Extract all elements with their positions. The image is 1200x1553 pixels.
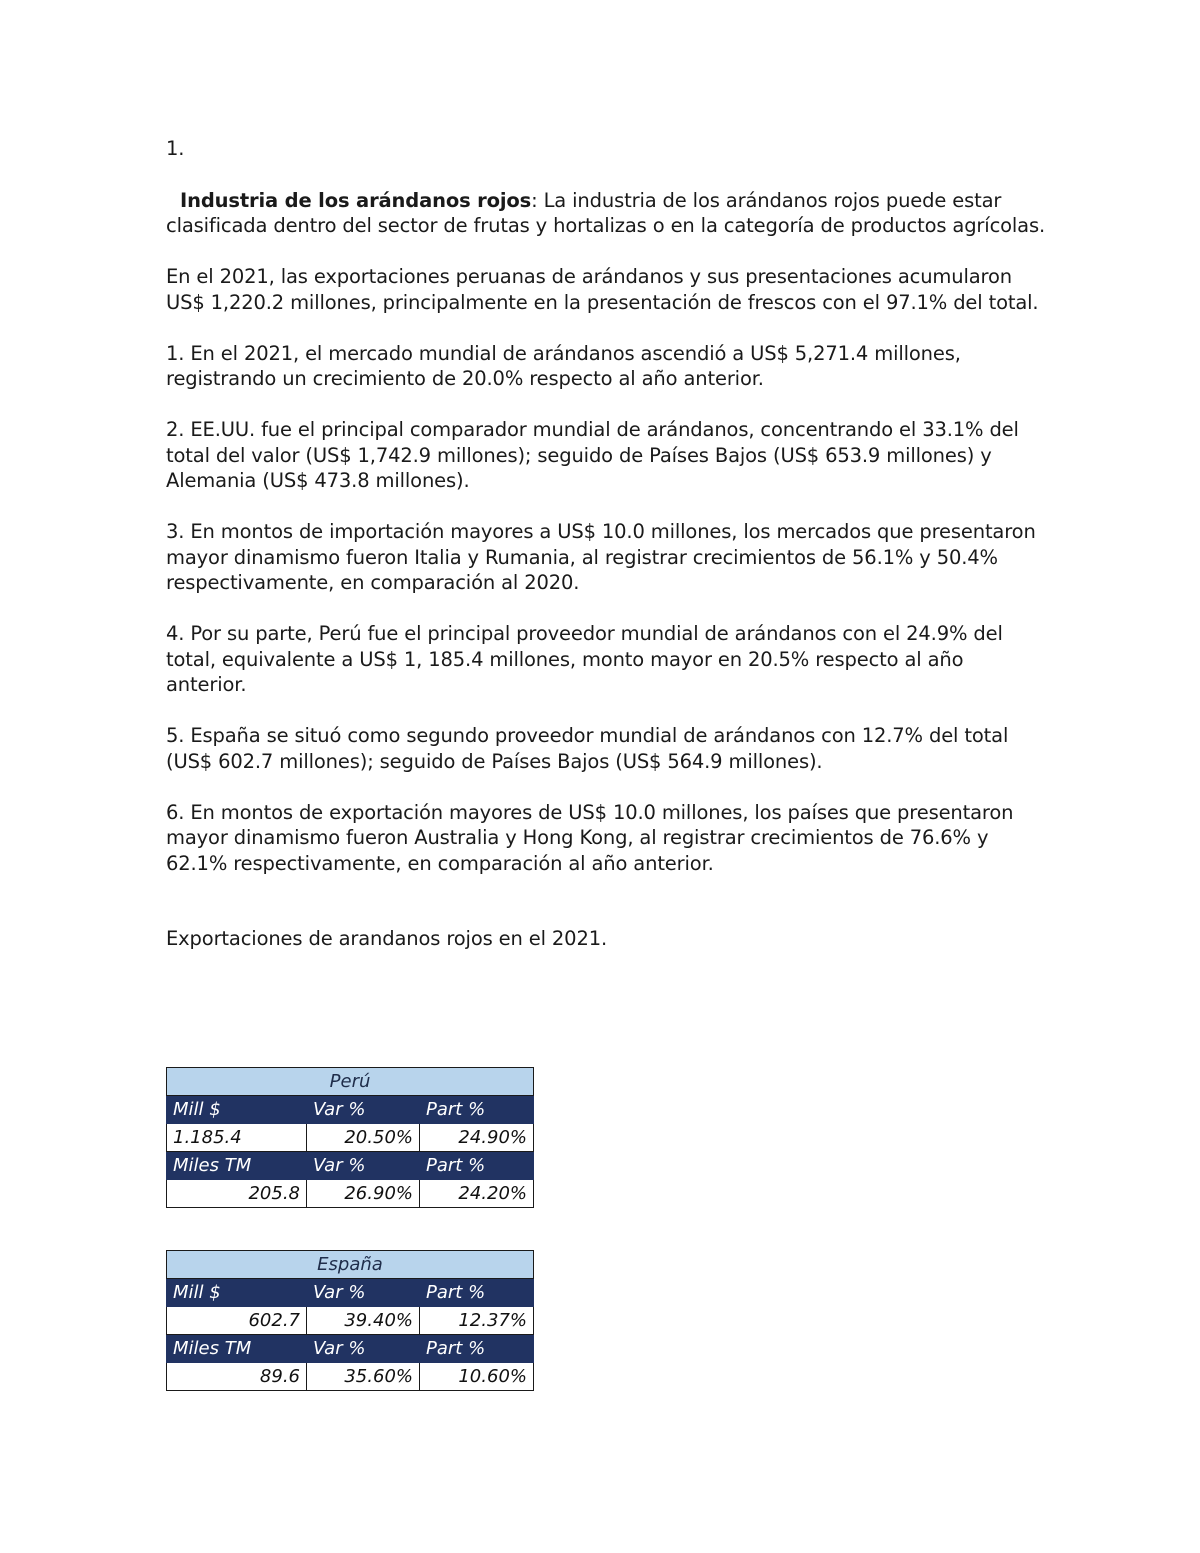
list-item: 3. En montos de importación mayores a US$ 10.0 millones, los mercados que presentaron mayor dinamismo fueron Italia y Rumania, al registrar crecimientos de 56.1% y 50.4% respectivamente, en comparación al 2020. bbox=[166, 520, 1036, 594]
list-item: 6. En montos de exportación mayores de US$ 10.0 millones, los países que presentaron mayor dinamismo fueron Australia y Hong Kong, al registrar crecimientos de 76.6% y 62.1% respectivamente, en comparación al año anterior. bbox=[166, 800, 1014, 875]
table-header-cell: Part % bbox=[420, 1096, 534, 1124]
table-cell: 12.37% bbox=[420, 1307, 534, 1335]
list-item: 5. España se situó como segundo proveedor mundial de arándanos con 12.7% del total (US$ 602.7 millones); seguido de Países Bajos (US$ 564.9 millones). bbox=[166, 724, 1009, 773]
table-row bbox=[167, 1124, 534, 1152]
table-header-cell: Part % bbox=[420, 1152, 534, 1180]
espana-table bbox=[166, 1250, 534, 1391]
table-header-cell: Miles TM bbox=[167, 1335, 307, 1363]
document-body bbox=[166, 136, 1046, 952]
table-header-cell: Mill $ bbox=[167, 1279, 307, 1307]
table-title: España bbox=[167, 1251, 534, 1279]
table-row bbox=[167, 1180, 534, 1208]
table-header-row bbox=[167, 1279, 534, 1307]
exports-paragraph: En el 2021, las exportaciones peruanas de arándanos y sus presentaciones acumularon US$ 1,220.2 millones, principalmente en la presentación de frescos con el 97.1% del total. bbox=[166, 265, 1039, 314]
table-header-cell: Part % bbox=[420, 1335, 534, 1363]
table-header-cell: Var % bbox=[307, 1152, 420, 1180]
table-cell: 10.60% bbox=[420, 1363, 534, 1391]
table-header-cell: Var % bbox=[307, 1096, 420, 1124]
section-number: 1. bbox=[166, 137, 185, 160]
intro-heading: Industria de los arándanos rojos bbox=[180, 188, 532, 212]
table-header-cell: Mill $ bbox=[167, 1096, 307, 1124]
table-cell: 20.50% bbox=[307, 1124, 420, 1152]
list-item: 2. EE.UU. fue el principal comparador mundial de arándanos, concentrando el 33.1% del total del valor (US$ 1,742.9 millones); seguido de Países Bajos (US$ 653.9 millones) y Alemania (US$ 473.8 millones). bbox=[166, 418, 1019, 492]
table-title-row bbox=[167, 1068, 534, 1096]
table-caption: Exportaciones de arandanos rojos en el 2021. bbox=[166, 927, 608, 950]
peru-table bbox=[166, 1067, 534, 1208]
table-header-cell: Miles TM bbox=[167, 1152, 307, 1180]
table-header-row bbox=[167, 1335, 534, 1363]
table-cell: 26.90% bbox=[307, 1180, 420, 1208]
table-cell: 35.60% bbox=[307, 1363, 420, 1391]
table-title-row bbox=[167, 1251, 534, 1279]
list-item: 4. Por su parte, Perú fue el principal proveedor mundial de arándanos con el 24.9% del total, equivalente a US$ 1, 185.4 millones, monto mayor en 20.5% respecto al año anterior. bbox=[166, 622, 1003, 696]
table-cell: 1.185.4 bbox=[167, 1124, 307, 1152]
list-item: 1. En el 2021, el mercado mundial de arándanos ascendió a US$ 5,271.4 millones, registrando un crecimiento de 20.0% respecto al año anterior. bbox=[166, 341, 961, 390]
table-cell: 24.20% bbox=[420, 1180, 534, 1208]
table-row bbox=[167, 1363, 534, 1391]
table-header-cell: Var % bbox=[307, 1335, 420, 1363]
table-header-row bbox=[167, 1152, 534, 1180]
intro-text: : La industria de los arándanos rojos puede estar clasificada dentro del sector de frutas y hortalizas o en la categoría de productos agrícolas. bbox=[166, 188, 1046, 237]
table-cell: 89.6 bbox=[167, 1363, 307, 1391]
table-header-cell: Part % bbox=[420, 1279, 534, 1307]
table-cell: 205.8 bbox=[167, 1180, 307, 1208]
table-cell: 39.40% bbox=[307, 1307, 420, 1335]
intro-paragraph bbox=[166, 188, 1046, 239]
table-row bbox=[167, 1307, 534, 1335]
table-cell: 24.90% bbox=[420, 1124, 534, 1152]
table-cell: 602.7 bbox=[167, 1307, 307, 1335]
table-header-cell: Var % bbox=[307, 1279, 420, 1307]
table-header-row bbox=[167, 1096, 534, 1124]
table-title: Perú bbox=[167, 1068, 534, 1096]
